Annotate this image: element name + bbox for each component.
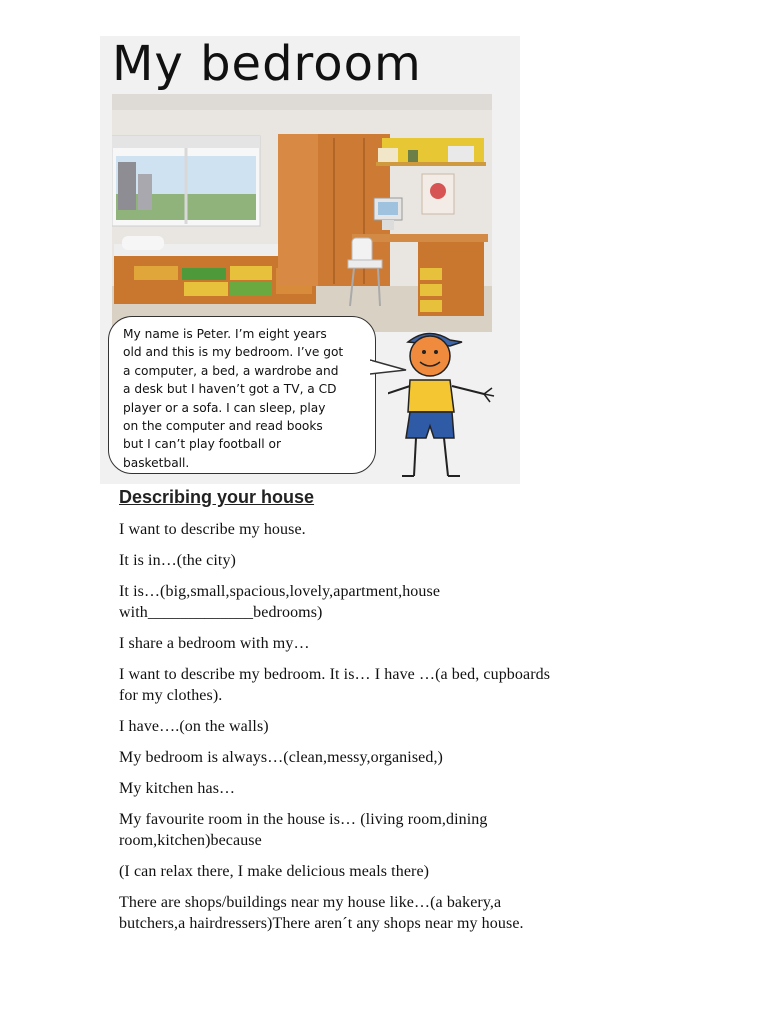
speech-line: basketball.	[123, 455, 190, 470]
prompt-line: I want to describe my house.	[119, 521, 306, 538]
speech-line: player or a sofa. I can sleep, play	[123, 400, 326, 415]
bedroom-illustration-card	[100, 36, 520, 484]
prompt-line: My bedroom is always…(clean,messy,organised,)	[119, 749, 443, 766]
speech-line: My name is Peter. I’m eight years	[123, 327, 327, 341]
cartoon-boy-peter	[388, 328, 504, 478]
prompt-line: I share a bedroom with my…	[119, 635, 310, 652]
prompt-line: My kitchen has…	[119, 780, 236, 797]
speech-line: but I can’t play football or	[123, 437, 281, 452]
worksheet	[119, 486, 679, 944]
speech-bubble	[108, 316, 376, 474]
speech-line: old and this is my bedroom. I’ve got	[123, 345, 344, 360]
speech-line: a computer, a bed, a wardrobe and	[123, 363, 339, 378]
speech-line: on the computer and read books	[123, 419, 323, 434]
prompt-line: It is in…(the city)	[119, 552, 236, 569]
prompt-line: I want to describe my bedroom. It is… I have …(a bed, cupboards for my clothes).	[119, 666, 551, 704]
bedroom-photo	[112, 94, 492, 332]
prompt-line: I have….(on the walls)	[119, 718, 269, 735]
prompt-list	[119, 519, 679, 934]
prompt-line: There are shops/buildings near my house like…(a bakery,a butchers,a hairdressers)There aren´t any shops near my house.	[119, 894, 524, 932]
prompt-line: It is…(big,small,spacious,lovely,apartment,house with_____________bedrooms)	[119, 583, 441, 621]
bedroom-scene	[112, 94, 492, 332]
prompt-line: (I can relax there, I make delicious meals there)	[119, 863, 430, 880]
card-title: My bedroom	[112, 36, 422, 92]
speech-line: a desk but I haven’t got a TV, a CD	[123, 382, 337, 397]
worksheet-heading: Describing your house	[119, 487, 315, 507]
prompt-line: My favourite room in the house is… (living room,dining room,kitchen)because	[119, 811, 488, 849]
